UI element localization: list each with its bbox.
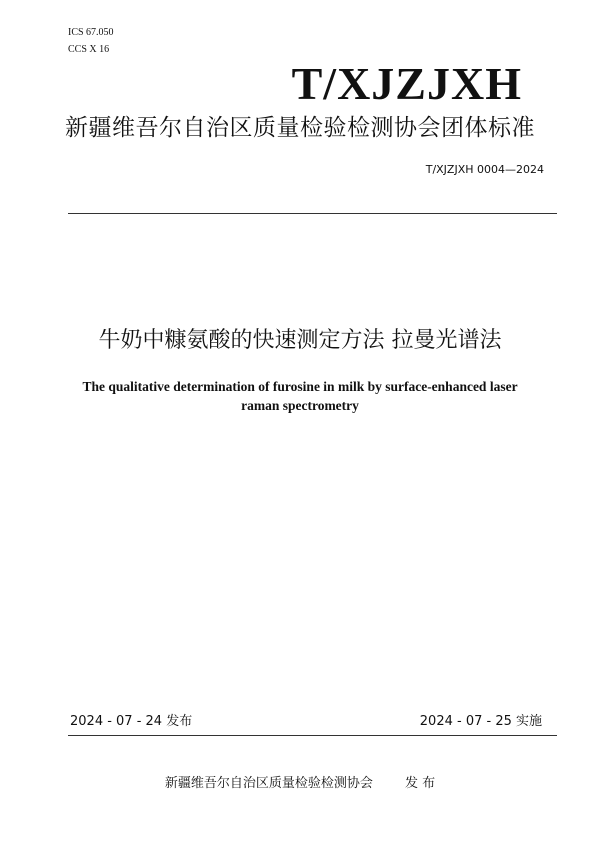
ccs-code: CCS X 16	[68, 44, 110, 55]
organization-standard-title: 新疆维吾尔自治区质量检验检测协会团体标准	[65, 115, 535, 141]
ics-code: ICS 67.050	[68, 27, 114, 38]
bottom-divider	[68, 735, 557, 736]
issue-date: 2024 - 07 - 24 发布	[70, 714, 193, 729]
implementation-date: 2024 - 07 - 25 实施	[419, 714, 542, 729]
standard-number: T/XJZJXH 0004—2024	[425, 163, 544, 176]
top-divider	[68, 213, 557, 214]
document-title-english-line1: The qualitative determination of furosine in milk by surface-enhanced laser	[82, 379, 518, 394]
document-title-english-line2: raman spectrometry	[241, 398, 359, 413]
publisher-name: 新疆维吾尔自治区质量检验检测协会	[164, 776, 373, 791]
publisher-action: 发 布	[404, 776, 436, 791]
publisher-line	[0, 775, 600, 793]
standard-code-heading: T/XJZJXH	[291, 58, 522, 109]
document-title-chinese: 牛奶中糠氨酸的快速测定方法 拉曼光谱法	[98, 328, 502, 353]
